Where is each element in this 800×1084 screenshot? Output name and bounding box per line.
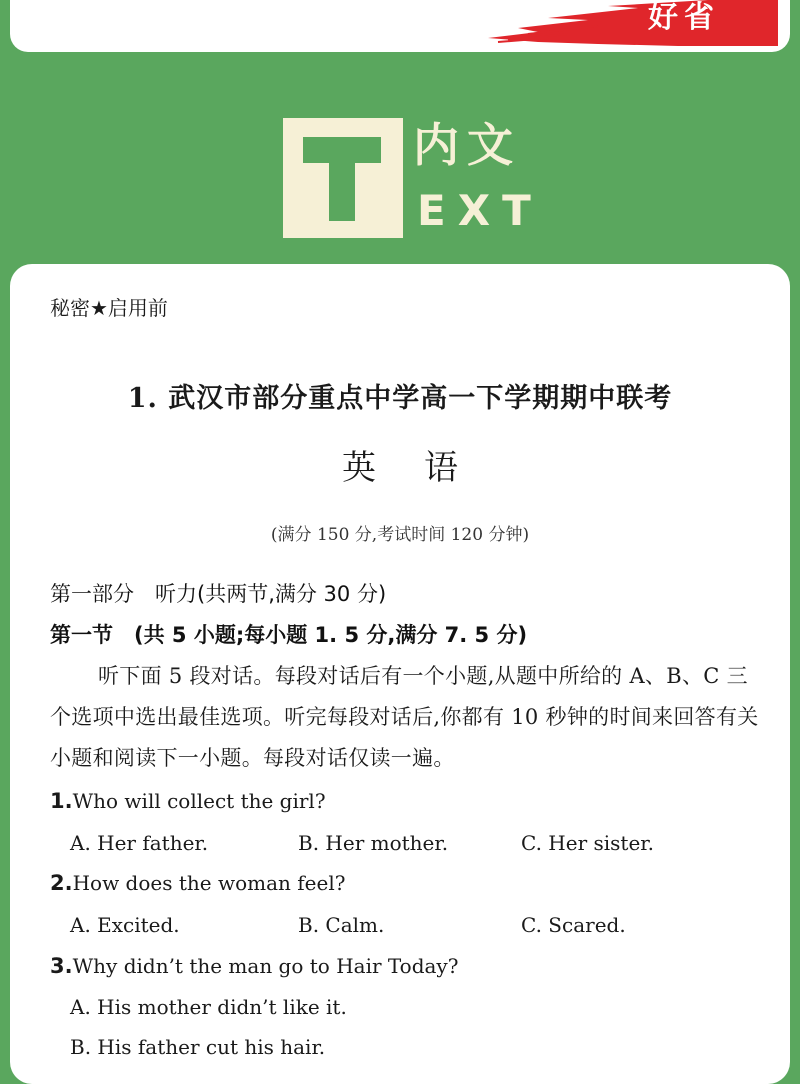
section-header [283,118,543,240]
exam-subject: 英语 [342,448,506,488]
header-english: EXT [417,186,543,235]
section-heading: 第一节 (共 5 小题;每小题 1. 5 分,满分 7. 5 分) [50,623,528,647]
question-1 [50,789,326,813]
exam-title: 1. 武汉市部分重点中学高一下学期期中联考 [127,383,673,414]
question-text: Why didn’t the man go to Hair Today? [72,954,459,978]
option-c: C. Scared. [521,913,626,937]
question-2 [50,871,345,895]
banner-text: 好省 [648,0,720,35]
option-c: C. Her sister. [521,831,655,855]
brush-stroke [478,0,778,46]
top-banner-card [10,0,790,52]
question-number: 2. [50,871,73,895]
option-a: A. Her father. [70,831,209,855]
exam-note: (满分 150 分,考试时间 120 分钟) [270,525,530,545]
header-chinese: 内文 [413,118,521,172]
option-b: B. His father cut his hair. [70,1035,326,1059]
question-text: How does the woman feel? [72,871,346,895]
exam-paper [10,264,790,1084]
secret-label: 秘密★启用前 [50,296,168,320]
option-a: A. Excited. [70,913,180,937]
instructions: 听下面 5 段对话。每段对话后有一个小题,从题中所给的 A、B、C 三个选项中选出最佳选项。听完每段对话后,你都有 10 秒钟的时间来回答有关小题和阅读下一小题。每段对话仅读一遍。 [50,664,759,770]
question-number: 3. [50,954,73,978]
question-text: Who will collect the girl? [72,789,326,813]
part-heading: 第一部分 听力(共两节,满分 30 分) [50,582,387,606]
question-number: 1. [50,789,73,813]
t-letter-logo [283,118,403,238]
option-b: B. Calm. [298,913,385,937]
question-3 [50,954,458,978]
option-a: A. His mother didn’t like it. [70,995,347,1019]
option-b: B. Her mother. [298,831,449,855]
